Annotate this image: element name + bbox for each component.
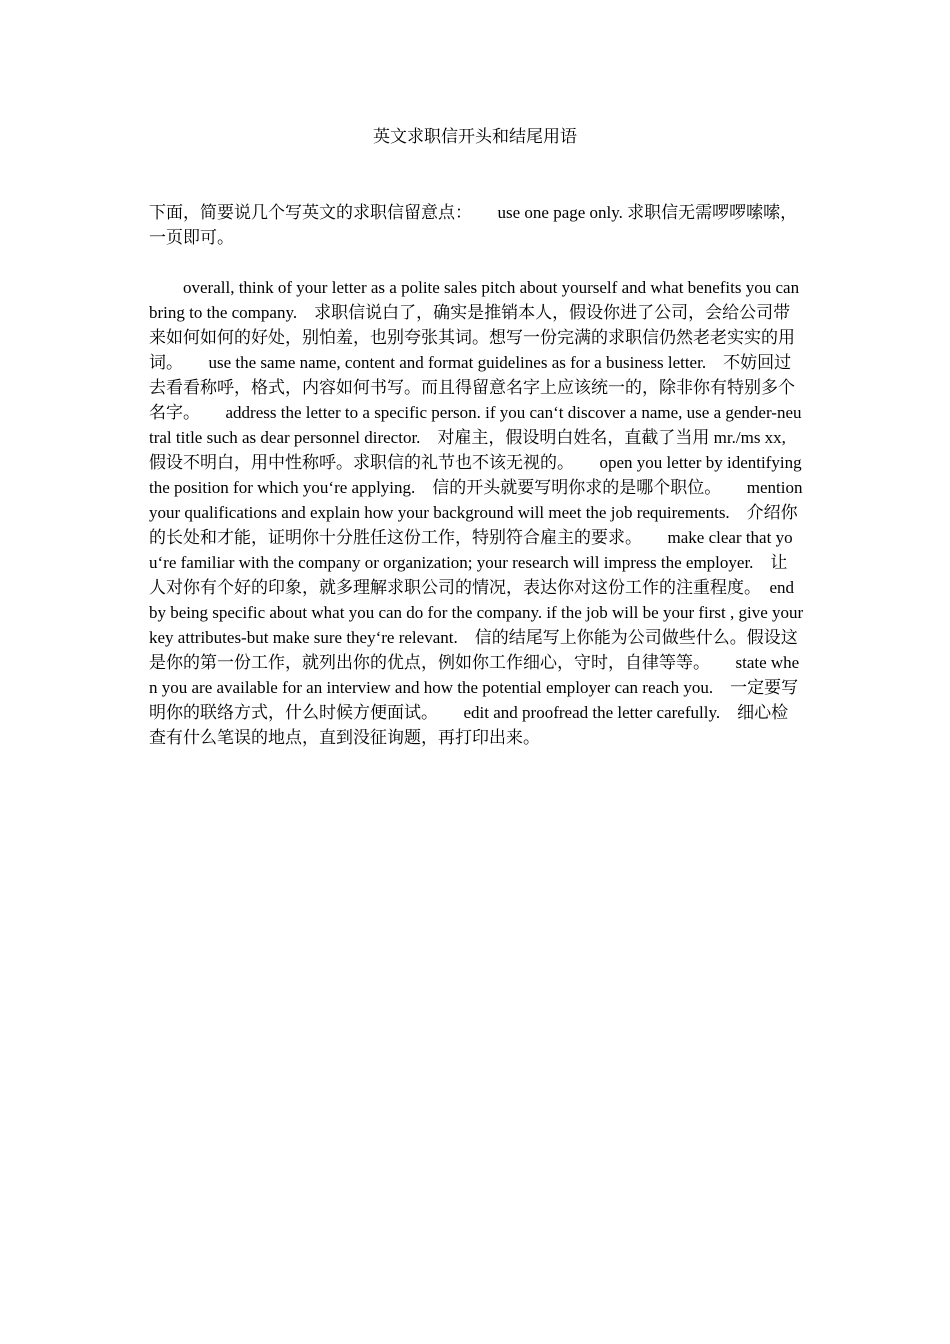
intro-paragraph: 下面，简要说几个写英文的求职信留意点： use one page only. 求职信无需啰啰嗦嗦，一页即可。 [149, 203, 798, 247]
document-title: 英文求职信开头和结尾用语 [373, 127, 577, 146]
main-paragraph: overall, think of your letter as a polite sales pitch about yourself and what benefits you can bring to the company. 求职信说白了，确实是推销本人，假设你进了公司，会给公司带来如何如何的好处，别怕羞，也别夸张其词。想写一份完满的求职信仍然老老实实的用词。 use the same name, content and format guidelines as for a business letter. 不妨回过去看看称呼，格式，内容如何书写。而且得留意名字上应该统一的，除非你有特别多个名字。 address the letter to a specific person. if you can‘t discover a name, use a gender-neutral title such as dear personnel director. 对雇主，假设明白姓名，直截了当用 mr./ms xx, 假设不明白，用中性称呼。求职信的礼节也不该无视的。 open you letter by identifying the position for which you‘re applying. 信的开头就要写明你求的是哪个职位。 mention your qualifications and explain how your background will meet the job requirements. 介绍你的长处和才能，证明你十分胜任这份工作，特别符合雇主的要求。 make clear that you‘re familiar with the company or organization; your research will impress the employer. 让人对你有个好的印象，就多理解求职公司的情况，表达你对这份工作的注重程度。 end by being specific about what you can do for the company. if the job will be your first , give your key attributes-but make sure they‘re relevant. 信的结尾写上你能为公司做些什么。假设这是你的第一份工作，就列出你的优点，例如你工作细心，守时，自律等等。 state when you are available for an interview and how the potential employer can reach you. 一定要写明你的联络方式，什么时候方便面试。 edit and proofread the letter carefully. 细心检查有什么笔误的地点，直到没征询题，再打印出来。 [149, 278, 808, 747]
